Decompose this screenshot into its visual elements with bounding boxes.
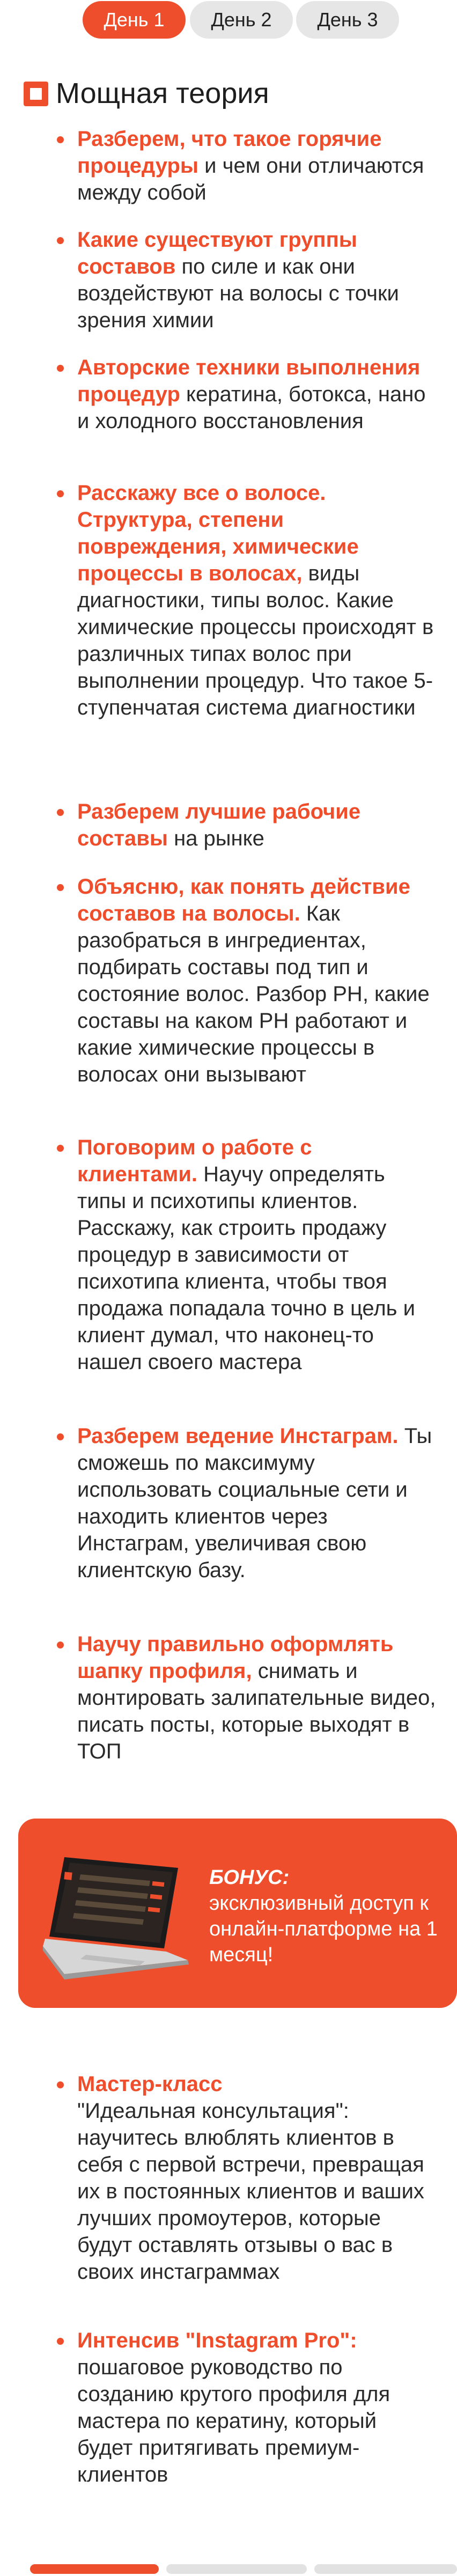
laptop-icon — [43, 1848, 193, 1982]
tab-day-1[interactable]: День 1 — [83, 1, 186, 39]
bullet-icon — [57, 2081, 64, 2088]
square-icon — [24, 82, 48, 106]
bullet-icon — [57, 1642, 64, 1648]
list-item — [77, 480, 437, 721]
list-item — [77, 226, 437, 334]
list-item — [77, 2071, 437, 2285]
page-indicator-3[interactable] — [314, 2564, 457, 2574]
bonus-text-block — [209, 1865, 445, 1968]
item-highlight: Расскажу все о волосе. Структура, степени повреждения, химические процессы в волосах, — [77, 481, 359, 585]
bonus-description: эксклюзивный доступ к онлайн-платформе на 1 месяц! — [209, 1892, 438, 1966]
list-item — [77, 1134, 437, 1375]
bonus-title: БОНУС: — [209, 1866, 290, 1889]
item-text: Ты сможешь по максимуму использовать социальные сети и находить клиентов через Инстаграм, увеличивая свою клиентскую базу. — [77, 1424, 432, 1582]
list-item — [77, 1423, 437, 1584]
item-highlight: Какие существуют группы составов — [77, 228, 357, 278]
bonus-banner — [18, 1819, 457, 2008]
item-title: Интенсив "Instagram Pro": — [77, 2329, 357, 2352]
item-text: Как разобраться в ингредиентах, подбирать составы под тип и состояние волос. Разбор PH, какие составы на каком PH работают и какие химические процессы в волосах они вызывают — [77, 902, 430, 1086]
list-item — [77, 1631, 437, 1765]
item-text: "Идеальная консультация": научитесь влюблять клиентов в себя с первой встречи, превращая их в постоянных клиентов и ваших лучших промоутеров, которые будут оставлять отзывы о вас в своих инстаграммах — [77, 2099, 424, 2284]
item-highlight: Разберем лучшие рабочие составы — [77, 800, 361, 850]
item-title: Мастер-класс — [77, 2072, 223, 2096]
bullet-icon — [57, 490, 64, 497]
bullet-icon — [57, 884, 64, 891]
list-item — [77, 798, 437, 852]
item-highlight: Поговорим о работе с клиентами. — [77, 1136, 312, 1186]
bullet-icon — [57, 237, 64, 244]
item-text: кератина, ботокса, нано и холодного восстановления — [77, 382, 426, 433]
list-item — [77, 354, 437, 435]
item-text: по силе и как они воздействуют на волосы с точки зрения химии — [77, 255, 399, 332]
item-text: снимать и монтировать залипательные видео, писать посты, которые выходят в ТОП — [77, 1659, 436, 1763]
item-highlight: Разберем ведение Инстаграм. — [77, 1424, 399, 1448]
item-highlight: Объясню, как понять действие составов на волосы. — [77, 875, 410, 925]
item-text: и чем они отличаются между собой — [77, 154, 424, 204]
bullet-icon — [57, 136, 64, 143]
bullet-icon — [57, 1145, 64, 1152]
page-indicator-1[interactable] — [30, 2564, 159, 2574]
list-item — [77, 2327, 437, 2488]
day-tabs — [0, 0, 457, 41]
item-highlight: Авторские техники выполнения процедур — [77, 356, 421, 406]
bullet-icon — [57, 2338, 64, 2345]
bullet-icon — [57, 365, 64, 372]
item-text: Научу определять типы и психотипы клиентов. Расскажу, как строить продажу процедур в зависимости от психотипа клиента, чтобы твоя продажа попадала точно в цель и клиент думал, что наконец-то нашел своего мастера — [77, 1162, 415, 1374]
list-item — [77, 126, 437, 206]
list-item — [77, 873, 437, 1088]
item-text: на рынке — [167, 827, 264, 850]
item-text: виды диагностики, типы волос. Какие химические процессы происходят в различных типах волос при выполнении процедур. Что такое 5-ступенчатая система диагностики — [77, 562, 434, 719]
item-highlight: Разберем, что такое горячие процедуры — [77, 127, 382, 178]
item-text: пошаговое руководство по созданию крутого профиля для мастера по кератину, который будет притягивать премиум-клиентов — [77, 2356, 390, 2486]
page-indicator-2[interactable] — [166, 2564, 307, 2574]
bullet-icon — [57, 1433, 64, 1440]
tab-day-2[interactable]: День 2 — [190, 1, 293, 39]
bullet-icon — [57, 809, 64, 816]
section-title: Мощная теория — [56, 77, 269, 109]
tab-day-3[interactable]: День 3 — [296, 1, 399, 39]
item-highlight: Научу правильно оформлять шапку профиля, — [77, 1632, 394, 1683]
